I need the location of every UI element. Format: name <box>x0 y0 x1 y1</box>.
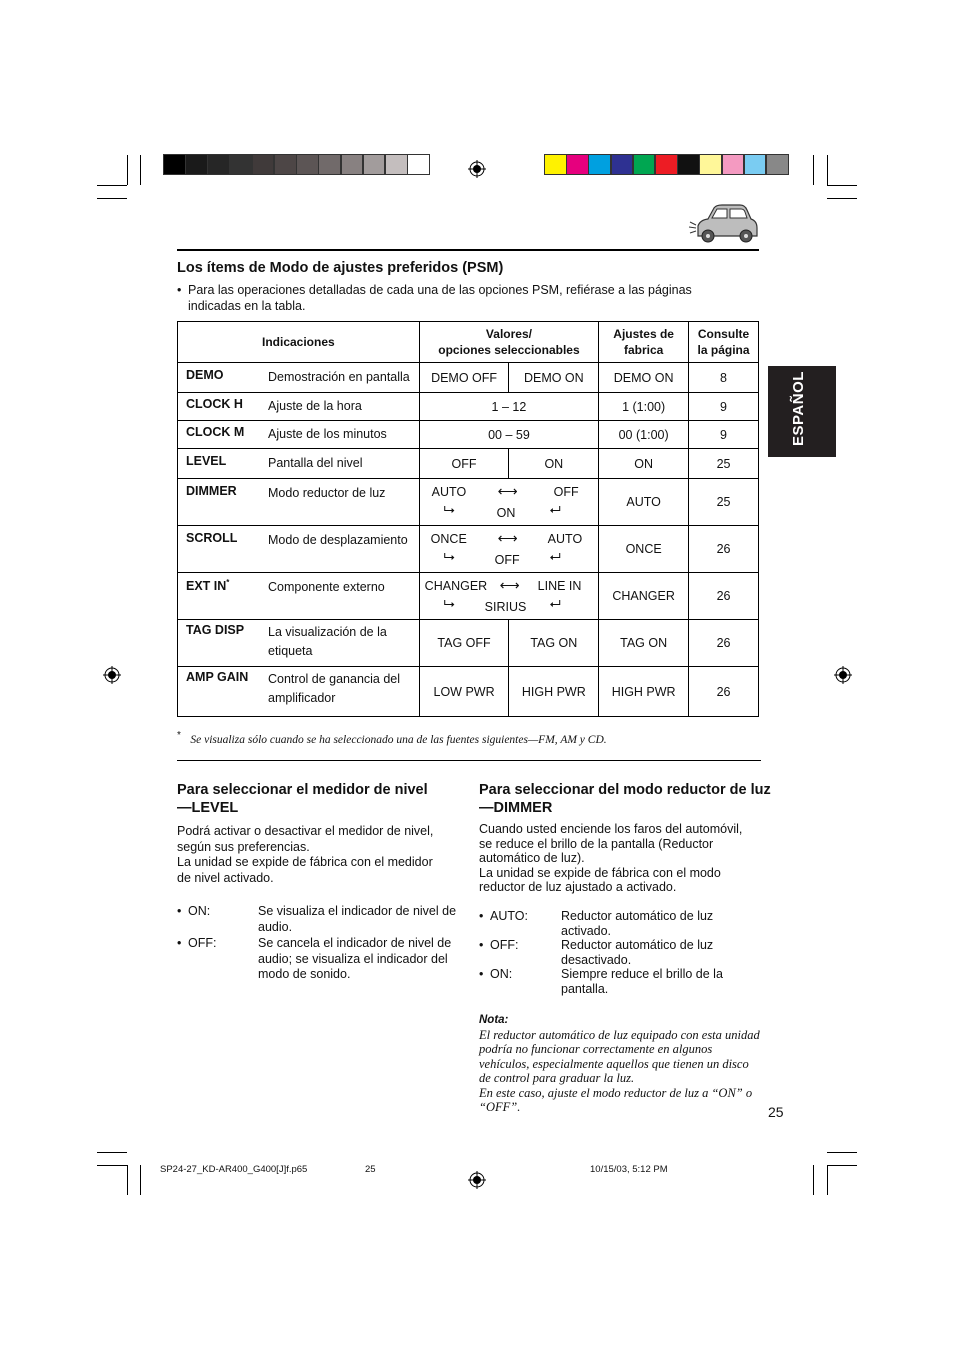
row-code: TAG DISP <box>186 623 245 637</box>
level-section-title <box>177 781 428 817</box>
level-paragraphs <box>177 824 445 886</box>
table-header-row <box>178 322 759 363</box>
page-ref: 9 <box>689 421 759 449</box>
list-item-text: Reductor automático de luz desactivado. <box>561 938 714 967</box>
return-arrow-icon: ⮠ <box>549 595 561 611</box>
dimmer-title-line2: —DIMMER <box>479 800 553 816</box>
color-swatch <box>744 154 767 175</box>
intro-text: Para las operaciones detalladas de cada una de las opciones PSM, refiérase a las páginas indicadas en la tabla. <box>188 283 692 313</box>
page-ref: 26 <box>689 667 759 717</box>
gray-swatch <box>296 154 319 175</box>
color-swatch <box>588 154 611 175</box>
list-item-key: OFF: <box>188 936 217 950</box>
footer-page: 25 <box>365 1164 376 1175</box>
cycle-option: SIRIUS <box>484 600 527 614</box>
list-item: • OFF: Reductor automático de luz desactivado. <box>479 938 749 967</box>
list-item: • ON: Se visualiza el indicador de nivel de audio. <box>177 904 457 934</box>
table-row <box>178 479 759 526</box>
header-values-line2: opciones seleccionables <box>438 343 580 357</box>
row-desc: La visualización de la etiqueta <box>268 625 387 658</box>
footer-file: SP24-27_KD-AR400_G400[J]f.p65 <box>160 1164 308 1175</box>
gray-swatch <box>341 154 364 175</box>
factory-setting: TAG ON <box>599 620 689 667</box>
registration-mark-icon <box>468 1171 486 1189</box>
color-swatch <box>611 154 634 175</box>
intro-bullet: • Para las operaciones detalladas de cada una de las opciones PSM, refiérase a las páginas indicadas en la tabla. <box>177 283 737 314</box>
language-tab-label: ESPAÑOL <box>790 371 807 446</box>
page-number: 25 <box>768 1104 784 1120</box>
table-row <box>178 667 759 717</box>
row-desc: Modo reductor de luz <box>268 486 386 500</box>
list-item: • AUTO: Reductor automático de luz activado. <box>479 909 749 938</box>
section-title: Los ítems de Modo de ajustes preferidos (PSM) <box>177 260 504 276</box>
value-cycle <box>419 526 599 573</box>
table-row <box>178 421 759 449</box>
list-item-key: ON: <box>490 967 513 981</box>
list-item-key: OFF: <box>490 938 519 952</box>
dimmer-title-line1: Para seleccionar del modo reductor de luz <box>479 782 771 798</box>
page-ref: 26 <box>689 573 759 620</box>
level-paragraph: La unidad se expide de fábrica con el medidor de nivel activado. <box>177 855 433 885</box>
note-text: En este caso, ajuste el modo reductor de luz a “ON” o “OFF”. <box>479 1085 753 1114</box>
value-option: HIGH PWR <box>509 667 599 717</box>
value-option: TAG ON <box>509 620 599 667</box>
level-title-line1: Para seleccionar el medidor de nivel <box>177 782 428 798</box>
header-factory <box>599 322 689 363</box>
color-swatch <box>766 154 789 175</box>
value-option: OFF <box>419 449 509 479</box>
language-tab <box>768 366 836 457</box>
row-code: CLOCK M <box>186 425 245 439</box>
level-options-list <box>177 904 457 983</box>
note-label: Nota: <box>479 1014 509 1026</box>
table-footnote <box>177 730 759 748</box>
page-ref: 8 <box>689 363 759 393</box>
value-cycle <box>419 573 599 620</box>
table-row <box>178 620 759 667</box>
list-item-text: Siempre reduce el brillo de la pantalla. <box>561 967 723 996</box>
row-desc: Componente externo <box>268 580 385 594</box>
gray-swatch <box>252 154 275 175</box>
row-code-text: EXT IN <box>186 579 227 594</box>
cycle-option: CHANGER <box>424 579 488 593</box>
value-option: TAG OFF <box>419 620 509 667</box>
psm-table <box>177 321 759 717</box>
dimmer-paragraph: Cuando usted enciende los faros del automóvil, se reduce el brillo de la pantalla (Reductor automático de luz). <box>479 822 743 865</box>
value-cycle <box>419 479 599 526</box>
list-item-text: Reductor automático de luz activado. <box>561 909 714 938</box>
footnote-text: Se visualiza sólo cuando se ha seleccionado una de las fuentes siguientes—FM, AM y CD. <box>190 734 607 746</box>
gray-swatch <box>318 154 341 175</box>
header-values-line1: Valores/ <box>485 327 532 341</box>
car-icon <box>688 202 760 244</box>
gray-swatch <box>385 154 408 175</box>
factory-setting: 00 (1:00) <box>599 421 689 449</box>
gray-swatch <box>363 154 386 175</box>
color-swatch <box>544 154 567 175</box>
double-arrow-icon: ⟷ <box>499 577 520 593</box>
header-factory-line1: Ajustes de <box>613 327 674 341</box>
page-ref: 26 <box>689 620 759 667</box>
value-option: LOW PWR <box>419 667 509 717</box>
row-desc: Ajuste de los minutos <box>268 427 387 441</box>
row-code <box>186 578 268 593</box>
gray-swatch <box>274 154 297 175</box>
cycle-option: AUTO <box>547 532 583 546</box>
page-ref: 25 <box>689 479 759 526</box>
footnote-marker: * <box>226 578 230 587</box>
row-desc: Ajuste de la hora <box>268 399 362 413</box>
table-row <box>178 526 759 573</box>
row-desc: Pantalla del nivel <box>268 456 363 470</box>
gray-swatch <box>163 154 186 175</box>
return-arrow-icon: ⮠ <box>549 548 561 564</box>
gray-swatch <box>185 154 208 175</box>
table-row <box>178 393 759 421</box>
list-item: • ON: Siempre reduce el brillo de la pantalla. <box>479 967 749 996</box>
row-desc: Modo de desplazamiento <box>268 533 408 547</box>
color-swatch <box>722 154 745 175</box>
header-rule <box>177 249 759 251</box>
header-page-line1: Consulte <box>697 327 750 341</box>
factory-setting: CHANGER <box>599 573 689 620</box>
dimmer-section-title <box>479 781 771 817</box>
list-item-text: Se cancela el indicador de nivel de audio; se visualiza el indicador del modo de sonido. <box>258 936 452 981</box>
row-desc: Demostración en pantalla <box>268 370 410 384</box>
value-option: ON <box>509 449 599 479</box>
color-swatch <box>677 154 700 175</box>
header-values <box>419 322 599 363</box>
dimmer-note <box>479 1013 761 1115</box>
registration-mark-icon <box>834 666 852 684</box>
factory-setting: 1 (1:00) <box>599 393 689 421</box>
double-arrow-icon: ⟷ <box>497 530 518 546</box>
dimmer-paragraph: La unidad se expide de fábrica con el modo reductor de luz ajustado a activado. <box>479 865 721 894</box>
cycle-option: LINE IN <box>537 579 582 593</box>
footer-datetime: 10/15/03, 5:12 PM <box>590 1164 668 1175</box>
list-item: • OFF: Se cancela el indicador de nivel de audio; se visualiza el indicador del modo de sonido. <box>177 936 457 983</box>
row-code: DEMO <box>186 368 224 382</box>
color-swatch <box>566 154 589 175</box>
factory-setting: ONCE <box>599 526 689 573</box>
row-code: SCROLL <box>186 531 238 545</box>
return-arrow-icon: ⮡ <box>443 548 455 564</box>
color-swatch <box>633 154 656 175</box>
registration-mark-icon <box>468 160 486 178</box>
list-item-key: AUTO: <box>490 909 528 923</box>
value-option: DEMO OFF <box>419 363 509 393</box>
factory-setting: AUTO <box>599 479 689 526</box>
row-desc: Control de ganancia del amplificador <box>268 672 401 705</box>
cycle-option: ONCE <box>430 532 467 546</box>
header-factory-line2: fabrica <box>623 343 664 357</box>
row-code: LEVEL <box>186 454 227 468</box>
cycle-option: OFF <box>494 553 520 567</box>
return-arrow-icon: ⮡ <box>443 501 455 517</box>
value-option: DEMO ON <box>509 363 599 393</box>
double-arrow-icon: ⟷ <box>497 483 518 499</box>
dimmer-options-list <box>479 909 749 996</box>
level-title-line2: —LEVEL <box>177 800 239 816</box>
registration-mark-icon <box>103 666 121 684</box>
header-indications: Indicaciones <box>178 322 420 363</box>
cycle-option: AUTO <box>431 485 467 499</box>
return-arrow-icon: ⮡ <box>443 595 455 611</box>
list-item-key: ON: <box>188 904 211 918</box>
list-item-text: Se visualiza el indicador de nivel de audio. <box>258 904 457 934</box>
header-page-line2: la página <box>697 343 750 357</box>
color-swatch <box>699 154 722 175</box>
cycle-option: OFF <box>553 485 579 499</box>
table-row <box>178 363 759 393</box>
factory-setting: ON <box>599 449 689 479</box>
row-code: AMP GAIN <box>186 670 249 684</box>
page-ref: 9 <box>689 393 759 421</box>
return-arrow-icon: ⮠ <box>549 501 561 517</box>
factory-setting: DEMO ON <box>599 363 689 393</box>
header-page <box>689 322 759 363</box>
gray-swatch <box>207 154 230 175</box>
row-code: DIMMER <box>186 484 237 498</box>
footnote-mark: * <box>177 730 181 741</box>
page-ref: 25 <box>689 449 759 479</box>
color-swatch <box>655 154 678 175</box>
cycle-option: ON <box>496 506 516 520</box>
factory-setting: HIGH PWR <box>599 667 689 717</box>
row-code: CLOCK H <box>186 397 243 411</box>
section-divider <box>177 760 761 761</box>
gray-swatch <box>407 154 430 175</box>
value-range: 1 – 12 <box>419 393 599 421</box>
table-row <box>178 573 759 620</box>
level-paragraph: Podrá activar o desactivar el medidor de nivel, según sus preferencias. <box>177 824 434 854</box>
dimmer-paragraphs <box>479 822 754 895</box>
table-row <box>178 449 759 479</box>
note-text: El reductor automático de luz equipado con esta unidad podría no funcionar correctamente en algunos vehículos, especialmente aquellos que tienen un disco de control para graduar la luz. <box>479 1027 760 1085</box>
page-ref: 26 <box>689 526 759 573</box>
gray-swatch <box>230 154 253 175</box>
value-range: 00 – 59 <box>419 421 599 449</box>
